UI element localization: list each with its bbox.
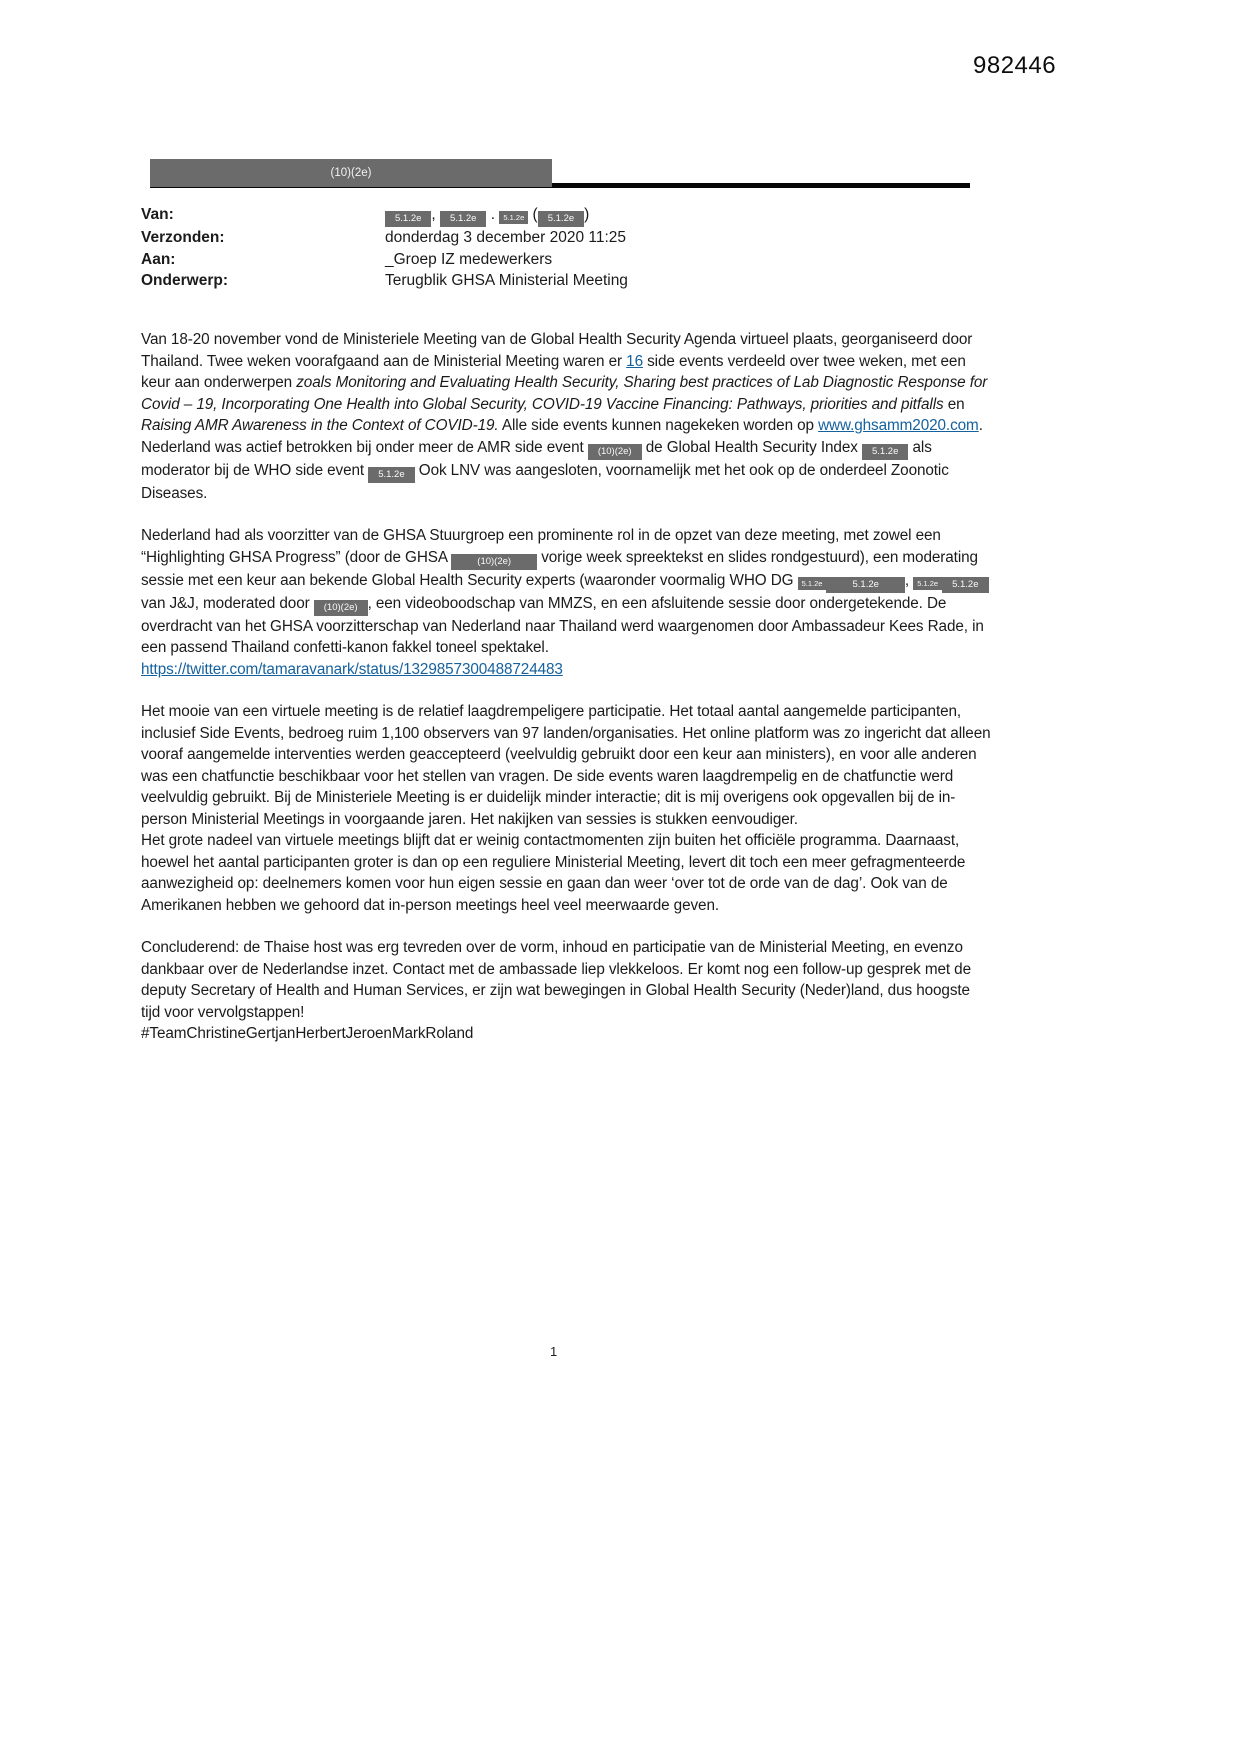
redaction-chip: 5.1.2e	[368, 467, 414, 483]
text-segment: Concluderend: de Thaise host was erg tevreden over de vorm, inhoud en participatie van de Ministerial Meeting, en evenzo dankbaar over de Nederlandse inzet. Contact met de ambassade liep vlekkeloos. Er komt nog een follow-up gesprek met de deputy Secretary of Health and Human Services, er zijn wat bewegingen in Global Health Security (Neder)land, dus hoogste tijd voor vervolgstappen!	[141, 939, 972, 1021]
text-segment: Raising AMR Awareness in the Context of COVID-19.	[141, 417, 499, 434]
email-header-value	[385, 204, 986, 227]
text-segment: van J&J, moderated door	[141, 594, 314, 612]
email-header-row	[141, 270, 986, 292]
text-segment: ,	[431, 206, 441, 223]
text-segment: side events verdeeld over twee weken, met een keur aan onderwerpen	[141, 352, 966, 391]
redaction-chip: (10)(2e)	[314, 600, 368, 616]
text-segment: Alle side events kunnen nagekeken worden op	[498, 417, 819, 434]
text-segment: )	[584, 206, 590, 223]
redaction-chip: 5.1.2e	[826, 577, 904, 593]
document-number: 982446	[973, 52, 1057, 79]
redaction-chip: (10)(2e)	[451, 554, 537, 570]
redaction-chip: 5.1.2e	[440, 211, 486, 227]
text-segment: ,	[904, 571, 914, 589]
body-paragraph	[141, 701, 991, 916]
redaction-chip: 5.1.2e	[385, 211, 431, 227]
redaction-chip: 5.1.2e	[499, 211, 528, 224]
redaction-chip: 5.1.2e	[942, 577, 988, 593]
redaction-chip: 5.1.2e	[862, 444, 908, 460]
body-paragraph	[141, 937, 991, 1045]
email-body	[141, 329, 991, 1066]
text-segment: . Nederland was actief betrokken bij onder meer de AMR side event	[141, 417, 983, 456]
inline-link[interactable]: https://twitter.com/tamaravanark/status/1329857300488724483	[141, 660, 563, 678]
inline-link[interactable]: www.ghsamm2020.com	[818, 417, 979, 434]
text-segment: Terugblik GHSA Ministerial Meeting	[385, 272, 628, 289]
email-header-row	[141, 227, 986, 249]
redaction-chip: 5.1.2e	[798, 577, 827, 590]
text-segment: #TeamChristineGertjanHerbertJeroenMarkRoland	[141, 1025, 474, 1042]
page-number: 1	[550, 1344, 558, 1359]
redaction-chip: 5.1.2e	[538, 211, 584, 227]
text-segment: , een videoboodschap van MMZS, en een afsluitende sessie door ondergetekende. De overdracht van het GHSA voorzitterschap van Nederland naar Thailand werd waargenomen door Ambassadeur Kees Rade, in een passend Thailand confetti-kanon fakkel toneel spektakel.	[141, 594, 984, 656]
text-segment: Het mooie van een virtuele meeting is de relatief laagdrempeligere participatie. Het totaal aantal aangemelde participanten, inclusief Side Events, bedroeg ruim 1,100 observers van 97 landen/organisaties. Het online platform was zo ingericht dat alleen vooraf aangemelde interventies werden geaccepteerd (veelvuldig gebruikt door een keur aan ministers), en voor alle anderen was een chatfunctie beschikbaar voor het stellen van vragen. De side events waren laagdrempelig en de chatfunctie werd veelvuldig gebruikt. Bij de Ministeriele Meeting is er duidelijk minder interactie; dit is mij overigens ook opgevallen bij de in-person Ministerial Meetings in voorgaande jaren. Het nakijken van sessies is stukken eenvoudiger.	[141, 703, 991, 828]
text-segment: donderdag 3 december 2020 11:25	[385, 229, 627, 246]
text-segment: en	[943, 395, 965, 413]
redaction-chip: 5.1.2e	[913, 577, 942, 590]
text-segment: Het grote nadeel van virtuele meetings blijft dat er weinig contactmomenten zijn buiten het officiële programma. Daarnaast, hoewel het aantal participanten groter is dan op een reguliere Ministerial Meeting, levert dit toch een meer gefragmenteerde aanwezigheid op: deelnemers komen voor hun eigen sessie en gaan dan weer ‘over tot de orde van de dag’. Ook van de Amerikanen hebben we gehoord dat in-person meetings heel veel meerwaarde geven.	[141, 832, 966, 914]
email-header-block	[141, 204, 986, 292]
text-segment: de Global Health Security Index	[641, 438, 862, 456]
text-segment: _Groep IZ medewerkers	[385, 250, 553, 268]
email-header-label: Van:	[141, 206, 174, 223]
body-paragraph	[141, 329, 991, 504]
text-segment: Van 18-20 november vond de Ministeriele Meeting van de Global Health Security Agenda virtueel plaats, georganiseerd door Thailand. Twee weken voorafgaand aan de Ministerial Meeting waren er	[141, 331, 973, 370]
email-header-row	[141, 249, 986, 271]
body-paragraph	[141, 525, 991, 680]
text-segment: zoals Monitoring and Evaluating Health Security, Sharing best practices of Lab Diagnostic Response for Covid – 19, Incorporating One Health into Global Security, COVID-19 Vaccine Financing: Pathways, priorities and pitfalls	[141, 374, 988, 413]
email-header-row	[141, 204, 986, 227]
text-segment: .	[486, 206, 500, 223]
text-segment: vorige week spreektekst en slides rondgestuurd), een moderating sessie met een keur aan bekende Global Health Security experts (waaronder voormalig WHO DG	[141, 548, 978, 589]
text-segment: als moderator bij de WHO side event	[141, 438, 932, 479]
header-redaction-bar: (10)(2e)	[150, 159, 552, 187]
email-header-value	[385, 249, 986, 271]
redaction-chip: (10)(2e)	[588, 444, 642, 460]
email-header-label: Aan:	[141, 250, 176, 268]
email-header-value	[385, 270, 986, 292]
text-segment: Nederland had als voorzitter van de GHSA Stuurgroep een prominente rol in de opzet van deze meeting, met zowel een “Highlighting GHSA Progress” (door de GHSA	[141, 527, 941, 566]
text-segment: Ook LNV was aangesloten, voornamelijk met het ook op de onderdeel Zoonotic Diseases.	[141, 461, 949, 502]
inline-link[interactable]: 16	[626, 352, 643, 370]
text-segment: (	[528, 206, 538, 223]
email-header-label: Verzonden:	[141, 229, 225, 246]
email-header-label: Onderwerp:	[141, 272, 228, 289]
email-header-value	[385, 227, 986, 249]
